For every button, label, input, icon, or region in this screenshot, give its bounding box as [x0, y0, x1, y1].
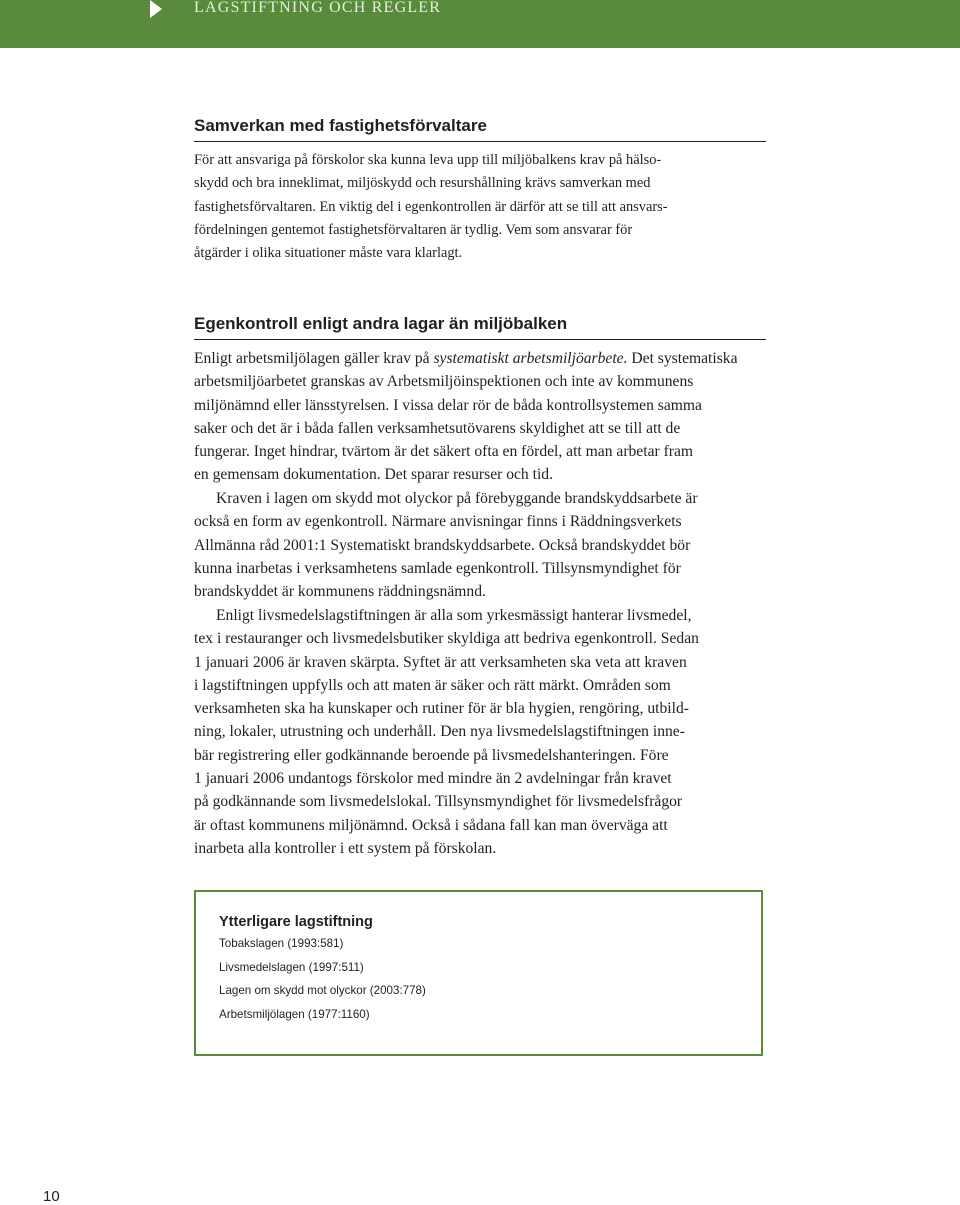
text-line: fördelningen gentemot fastighetsförvaltaren är tydlig. Vem som ansvarar för	[194, 221, 633, 238]
text-line	[194, 347, 766, 370]
text-line: åtgärder i olika situationer måste vara klarlagt.	[194, 245, 463, 262]
text-line: bär registrering eller godkännande beroende på livsmedelshanteringen. Före	[194, 746, 669, 764]
text-line: fungerar. Inget hindrar, tvärtom är det säkert ofta en fördel, att man arbetar fram	[194, 443, 694, 461]
text-run: Det systematiska	[627, 350, 738, 367]
text-run: Enligt arbetsmiljölagen gäller krav på	[194, 350, 434, 367]
paragraph-arbetsmiljolagen	[194, 347, 766, 487]
section-heading-fastighetsforvaltare: Samverkan med fastighetsförvaltare	[194, 116, 766, 142]
arrow-right-icon	[150, 0, 162, 18]
text-line: 1 januari 2006 är kraven skärpta. Syftet är att verksamheten ska veta att kraven	[194, 653, 687, 671]
text-line: skydd och bra inneklimat, miljöskydd och resurshållning krävs samverkan med	[194, 175, 651, 192]
text-line: i lagstiftningen uppfylls och att maten är säker och rätt märkt. Områden som	[194, 676, 671, 694]
italic-term: systematiskt arbetsmiljöarbete.	[433, 350, 628, 367]
list-item: Tobakslagen (1993:581)	[219, 937, 344, 950]
text-line: en gemensam dokumentation. Det sparar resurser och tid.	[194, 466, 553, 484]
text-line: Enligt livsmedelslagstiftningen är alla som yrkesmässigt hanterar livsmedel,	[216, 607, 692, 624]
page-number: 10	[43, 1188, 60, 1205]
text-line: miljönämnd eller länsstyrelsen. I vissa delar rör de båda kontrollsystemen samma	[194, 396, 702, 414]
text-line: fastighetsförvaltaren. En viktig del i egenkontrollen är därför att se till att ansvars-	[194, 198, 668, 215]
text-line: också en form av egenkontroll. Närmare anvisningar finns i Räddningsverkets	[194, 513, 682, 531]
text-line: är oftast kommunens miljönämnd. Också i sådana fall kan man överväga att	[194, 816, 668, 834]
text-line: Kraven i lagen om skydd mot olyckor på förebyggande brandskyddsarbete är	[216, 490, 698, 507]
text-line: Allmänna råd 2001:1 Systematiskt brandskyddsarbete. Också brandskyddet bör	[194, 536, 691, 554]
box-title: Ytterligare lagstiftning	[219, 914, 373, 930]
text-line: 1 januari 2006 undantogs förskolor med mindre än 2 avdelningar från kravet	[194, 770, 672, 788]
paragraph-livsmedel	[194, 604, 766, 860]
paragraph-fastighetsforvaltare	[194, 149, 766, 265]
text-line: tex i restauranger och livsmedelsbutiker skyldiga att bedriva egenkontroll. Sedan	[194, 630, 699, 648]
running-header-bar	[0, 0, 960, 48]
running-title: LAGSTIFTNING OCH REGLER	[194, 0, 442, 16]
paragraph-brandskydd	[194, 487, 766, 603]
text-line: på godkännande som livsmedelslokal. Tillsynsmyndighet för livsmedelsfrågor	[194, 793, 683, 811]
list-item: Arbetsmiljölagen (1977:1160)	[219, 1007, 370, 1021]
text-line: saker och det är i båda fallen verksamhetsutövarens skyldighet att se till att de	[194, 419, 681, 437]
legislation-list	[219, 936, 426, 1030]
list-item: Lagen om skydd mot olyckor (2003:778)	[219, 984, 426, 998]
text-line: inarbeta alla kontroller i ett system på förskolan.	[194, 839, 497, 857]
text-line: arbetsmiljöarbetet granskas av Arbetsmiljöinspektionen och inte av kommunens	[194, 373, 694, 391]
section-heading-andra-lagar: Egenkontroll enligt andra lagar än miljöbalken	[194, 314, 766, 340]
list-item: Livsmedelslagen (1997:511)	[219, 960, 364, 974]
text-line: verksamheten ska ha kunskaper och rutiner för är bla hygien, rengöring, utbild-	[194, 700, 689, 718]
text-line: kunna inarbetas i verksamhetens samlade egenkontroll. Tillsynsmyndighet för	[194, 559, 681, 577]
text-line: ning, lokaler, utrustning och underhåll. Den nya livsmedelslagstiftningen inne-	[194, 723, 685, 741]
text-line: För att ansvariga på förskolor ska kunna leva upp till miljöbalkens krav på hälso-	[194, 152, 662, 168]
further-legislation-box	[194, 890, 763, 1056]
text-line: brandskyddet är kommunens räddningsnämnd.	[194, 583, 486, 601]
